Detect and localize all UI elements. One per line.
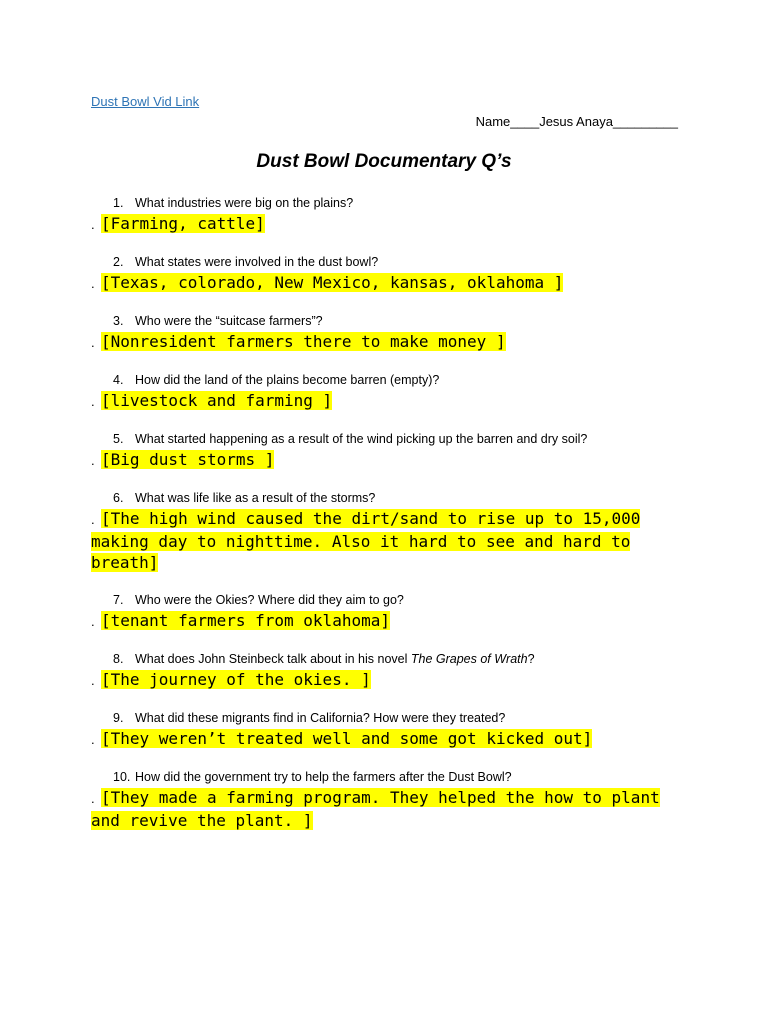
answer-field[interactable]: [91, 787, 691, 831]
answer-prefix: .: [91, 453, 95, 468]
question-item-7: [91, 592, 404, 633]
answer-prefix: .: [91, 732, 95, 747]
answer-prefix: .: [91, 791, 95, 806]
answer-field[interactable]: [91, 728, 592, 751]
answer-field[interactable]: [91, 610, 404, 633]
answer-prefix: .: [91, 217, 95, 232]
question-number: 7.: [113, 593, 124, 607]
answer-text[interactable]: [Texas, colorado, New Mexico, kansas, oklahoma ]: [101, 273, 564, 292]
answer-field[interactable]: [91, 272, 563, 295]
question-text: How did the land of the plains become barren (empty)?: [135, 373, 440, 387]
question-text: What did these migrants find in California? How were they treated?: [135, 711, 506, 725]
question-number: 8.: [113, 652, 124, 666]
answer-prefix: .: [91, 673, 95, 688]
question-number: 6.: [113, 491, 124, 505]
question-item-8: [91, 651, 535, 692]
answer-prefix: .: [91, 614, 95, 629]
question-item-6: [91, 490, 691, 574]
answer-field[interactable]: [91, 213, 353, 236]
question-number: 1.: [113, 196, 124, 210]
question-number: 9.: [113, 711, 124, 725]
question-item-10: [91, 769, 691, 831]
question-text: What does John Steinbeck talk about in his novel: [135, 652, 411, 666]
question-item-2: [91, 254, 563, 295]
answer-text[interactable]: [tenant farmers from oklahoma]: [101, 611, 390, 630]
question-text: Who were the Okies? Where did they aim to go?: [135, 593, 404, 607]
answer-text[interactable]: [Nonresident farmers there to make money ]: [101, 332, 506, 351]
question-number: 3.: [113, 314, 124, 328]
answer-text[interactable]: [livestock and farming ]: [101, 391, 333, 410]
question-number: 4.: [113, 373, 124, 387]
question-number: 5.: [113, 432, 124, 446]
question-text: What was life like as a result of the storms?: [135, 491, 376, 505]
answer-prefix: .: [91, 512, 95, 527]
student-name-line: Name____Jesus Anaya_________: [475, 114, 678, 129]
question-item-5: [91, 431, 587, 472]
question-item-4: [91, 372, 439, 413]
answer-prefix: .: [91, 394, 95, 409]
question-item-3: [91, 313, 506, 354]
answer-text[interactable]: [Big dust storms ]: [101, 450, 275, 469]
question-text: How did the government try to help the farmers after the Dust Bowl?: [135, 770, 512, 784]
answer-text[interactable]: [The high wind caused the dirt/sand to rise up to 15,000 making day to nighttime. Also it hard to see and hard to breath]: [91, 509, 641, 572]
dust-bowl-video-link[interactable]: Dust Bowl Vid Link: [91, 94, 200, 109]
question-text: Who were the “suitcase farmers”?: [135, 314, 323, 328]
answer-field[interactable]: [91, 449, 587, 472]
answer-text[interactable]: [They weren’t treated well and some got kicked out]: [101, 729, 593, 748]
answer-field[interactable]: [91, 508, 691, 574]
answer-field[interactable]: [91, 331, 506, 354]
question-number: 2.: [113, 255, 124, 269]
answer-prefix: .: [91, 276, 95, 291]
answer-field[interactable]: [91, 669, 535, 692]
question-text: What industries were big on the plains?: [135, 196, 354, 210]
answer-text[interactable]: [Farming, cattle]: [101, 214, 265, 233]
question-text-end: ?: [527, 652, 535, 666]
question-number: 10.: [113, 770, 131, 784]
book-title: The Grapes of Wrath: [410, 652, 528, 666]
question-text: What started happening as a result of the wind picking up the barren and dry soil?: [135, 432, 588, 446]
answer-text[interactable]: [They made a farming program. They helped the how to plant and revive the plant. ]: [91, 788, 660, 830]
answer-field[interactable]: [91, 390, 439, 413]
question-item-1: [91, 195, 353, 236]
question-item-9: [91, 710, 592, 751]
page-title: Dust Bowl Documentary Q’s: [256, 151, 512, 172]
question-text: What states were involved in the dust bowl?: [135, 255, 379, 269]
answer-prefix: .: [91, 335, 95, 350]
answer-text[interactable]: [The journey of the okies. ]: [101, 670, 371, 689]
